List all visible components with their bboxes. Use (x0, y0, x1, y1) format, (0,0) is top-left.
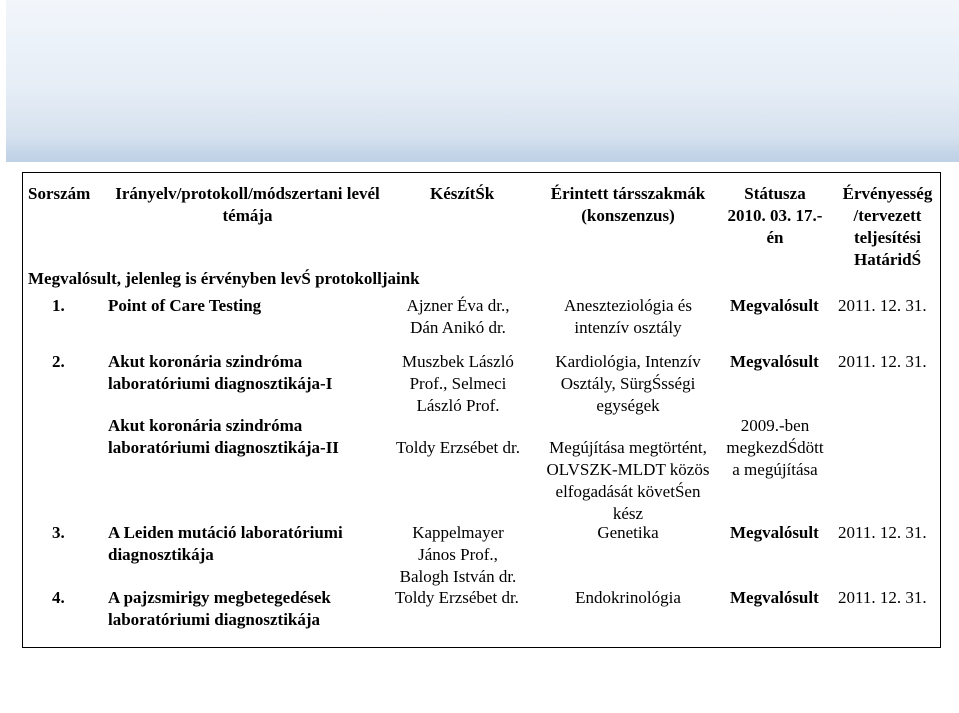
row2-status-b-line1: 2009.-ben (740, 416, 810, 435)
row2-fields-b-line1: Megújítása megtörtént, (549, 438, 707, 457)
row4-topic-line2: laboratóriumi diagnosztikája (108, 610, 321, 629)
row2-fields-b-line2: OLVSZK-MLDT közös (546, 460, 710, 479)
header-validity-line1: Érvényesség (842, 184, 933, 203)
header-authors: KészítŚk (430, 184, 495, 203)
row2-number: 2. (52, 352, 65, 371)
header-validity-line3: teljesítési (853, 228, 922, 247)
header-status-line3: én (766, 228, 784, 247)
row1-number: 1. (52, 296, 65, 315)
header-validity-line4: HatáridŚ (853, 250, 922, 269)
row3-author-line3: Balogh István dr. (399, 567, 517, 586)
row4-number: 4. (52, 588, 65, 607)
row1-fields-line2: intenzív osztály (574, 318, 682, 337)
row2-topic-b-line1: Akut koronária szindróma (108, 416, 303, 435)
row2-status: Megvalósult (730, 352, 819, 371)
header-topic-line2: témája (222, 206, 273, 225)
row3-fields: Genetika (597, 523, 659, 542)
row2-author-a-line2: Prof., Selmeci (409, 374, 507, 393)
row2-fields-a-line1: Kardiológia, Intenzív (555, 352, 701, 371)
title-band-gloss (6, 136, 959, 162)
row4-fields: Endokrinológia (575, 588, 681, 607)
row3-topic-line1: A Leiden mutáció laboratóriumi (108, 523, 343, 542)
row2-fields-b-line4: kész (612, 504, 644, 523)
row1-fields-line1: Aneszteziológia és (564, 296, 692, 315)
slide-title-band (6, 0, 959, 162)
row1-author-line1: Ajzner Éva dr., (406, 296, 510, 315)
row2-deadline: 2011. 12. 31. (838, 352, 927, 371)
header-status-line2: 2010. 03. 17.- (727, 206, 823, 225)
row2-fields-a-line2: Osztály, SürgŚsségi (560, 374, 696, 393)
row1-deadline: 2011. 12. 31. (838, 296, 927, 315)
row3-status: Megvalósult (730, 523, 819, 542)
row2-author-b: Toldy Erzsébet dr. (396, 438, 520, 457)
row2-topic-a-line2: laboratóriumi diagnosztikája-I (108, 374, 333, 393)
row2-topic-b-line2: laboratóriumi diagnosztikája-II (108, 438, 339, 457)
row3-number: 3. (52, 523, 65, 542)
header-fields-line1: Érintett társszakmák (550, 184, 706, 203)
row4-topic-line1: A pajzsmirigy megbetegedések (108, 588, 331, 607)
row2-topic-a-line1: Akut koronária szindróma (108, 352, 303, 371)
header-status-line1: Státusza (744, 184, 806, 203)
header-validity-line2: /tervezett (853, 206, 922, 225)
row1-status: Megvalósult (730, 296, 819, 315)
row2-author-a-line3: László Prof. (416, 396, 500, 415)
row1-author-line2: Dán Anikó dr. (410, 318, 506, 337)
row2-status-b-line3: a megújítása (732, 460, 818, 479)
row2-author-a-line1: Muszbek László (402, 352, 514, 371)
row2-status-b-line2: megkezdŚdött (726, 438, 824, 457)
header-fields-line2: (konszenzus) (581, 206, 675, 225)
row3-deadline: 2011. 12. 31. (838, 523, 927, 542)
row1-topic: Point of Care Testing (108, 296, 262, 315)
section-title: Megvalósult, jelenleg is érvényben levŚ protokolljaink (28, 269, 420, 288)
header-sorszam: Sorszám (28, 184, 91, 203)
row3-author-line1: Kappelmayer (412, 523, 504, 542)
row4-deadline: 2011. 12. 31. (838, 588, 927, 607)
header-topic-line1: Irányelv/protokoll/módszertani levél (115, 184, 380, 203)
row3-topic-line2: diagnosztikája (108, 545, 214, 564)
row2-fields-b-line3: elfogadását követŚen (555, 482, 701, 501)
row4-status: Megvalósult (730, 588, 819, 607)
row3-author-line2: János Prof., (418, 545, 498, 564)
row4-author: Toldy Erzsébet dr. (395, 588, 519, 607)
row2-fields-a-line3: egységek (596, 396, 660, 415)
